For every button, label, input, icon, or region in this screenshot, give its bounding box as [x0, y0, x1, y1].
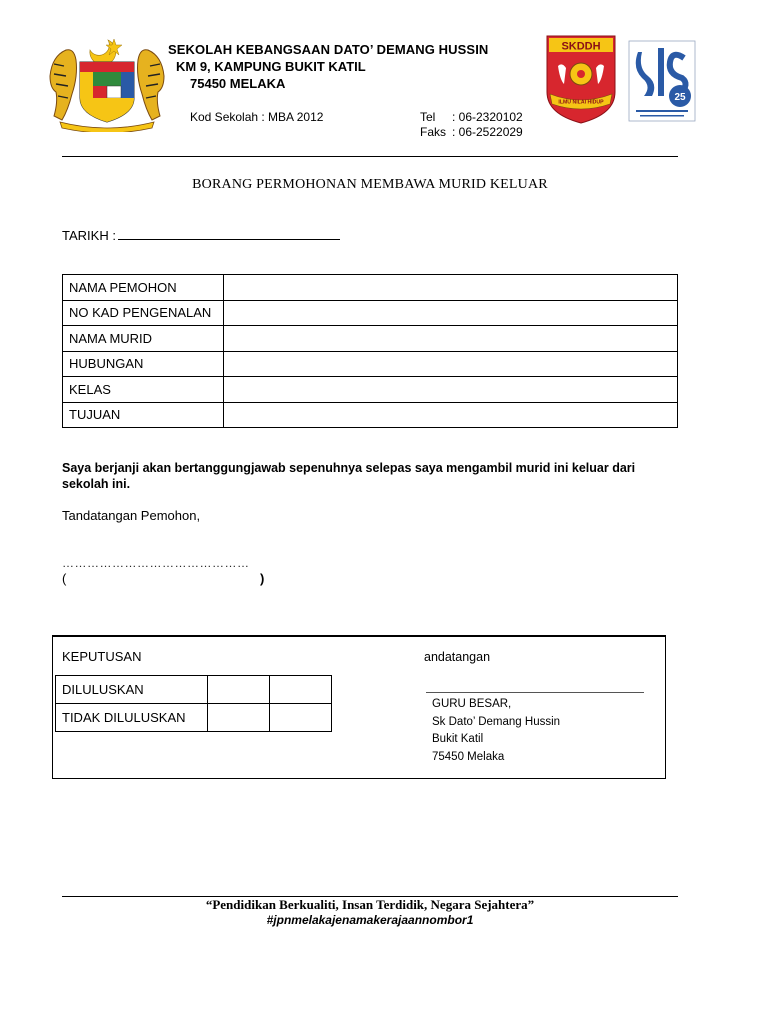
option-approved-label: DILULUSKAN: [56, 676, 208, 704]
headmaster-school: Sk Dato’ Demang Hussin: [432, 715, 561, 728]
applicant-details-table: [62, 274, 678, 428]
applicant-signature-label: Tandatangan Pemohon,: [62, 508, 201, 523]
signature-label: andatangan: [424, 650, 491, 664]
header-divider: [62, 156, 678, 157]
fax-row: [420, 125, 523, 139]
headmaster-signature-line[interactable]: [426, 692, 644, 693]
field-value-applicant-name[interactable]: [224, 275, 678, 301]
option-rejected-box-1[interactable]: [208, 704, 270, 732]
school-name: SEKOLAH KEBANGSAAN DATO’ DEMANG HUSSIN: [168, 42, 489, 57]
option-approved-box-1[interactable]: [208, 676, 270, 704]
decision-table: [55, 675, 332, 732]
skddh-school-logo: [544, 34, 618, 124]
telephone-value: : 06-2320102: [452, 110, 523, 124]
date-label: TARIKH :: [62, 228, 116, 243]
table-row: [63, 326, 678, 352]
field-value-relationship[interactable]: [224, 351, 678, 377]
decision-label: KEPUTUSAN: [62, 649, 142, 664]
signature-dotted-line[interactable]: ………………………………………: [62, 556, 250, 570]
field-label-relationship: HUBUNGAN: [63, 351, 224, 377]
fax-value: : 06-2522029: [452, 125, 523, 139]
field-value-ic-number[interactable]: [224, 300, 678, 326]
date-input-line[interactable]: [118, 228, 340, 240]
school-address-line1: KM 9, KAMPUNG BUKIT KATIL: [176, 59, 366, 74]
table-row: [63, 402, 678, 428]
table-row: [63, 300, 678, 326]
fax-label: Faks: [420, 125, 447, 139]
headmaster-block: [432, 696, 560, 766]
headmaster-title: GURU BESAR,: [432, 698, 512, 710]
field-label-student-name: NAMA MURID: [63, 326, 224, 352]
headmaster-postcode: 75450 Melaka: [432, 750, 505, 763]
telephone-row: [420, 110, 523, 124]
anniversary-25-badge: [628, 40, 696, 122]
form-title: BORANG PERMOHONAN MEMBAWA MURID KELUAR: [192, 177, 548, 192]
field-value-student-name[interactable]: [224, 326, 678, 352]
name-paren-open: (: [62, 571, 67, 586]
telephone-label: Tel: [420, 110, 436, 124]
table-row: [56, 676, 332, 704]
table-row: [63, 377, 678, 403]
table-row: [63, 275, 678, 301]
coat-of-arms-logo: [46, 36, 168, 132]
option-rejected-box-2[interactable]: [270, 704, 332, 732]
school-address-line2: 75450 MELAKA: [190, 76, 286, 91]
pledge-statement: Saya berjanji akan bertanggungjawab sepenuhnya selepas saya mengambil murid ini keluar dari sekolah ini.: [62, 461, 636, 491]
option-rejected-label: TIDAK DILULUSKAN: [56, 704, 208, 732]
date-field[interactable]: [62, 228, 340, 243]
name-paren-close: ): [260, 571, 265, 586]
footer-motto: “Pendidikan Berkualiti, Insan Terdidik, Negara Sejahtera”: [205, 897, 535, 912]
field-label-class: KELAS: [63, 377, 224, 403]
footer-hashtag: #jpnmelakajenamakerajaannombor1: [266, 913, 474, 927]
school-code: Kod Sekolah : MBA 2012: [190, 110, 324, 124]
field-value-class[interactable]: [224, 377, 678, 403]
skddh-logo-motto: ILMU NILAI HIDUP: [558, 99, 604, 106]
field-label-applicant-name: NAMA PEMOHON: [63, 275, 224, 301]
field-value-purpose[interactable]: [224, 402, 678, 428]
table-row: [56, 704, 332, 732]
headmaster-area: Bukit Katil: [432, 733, 484, 745]
badge-number: 25: [674, 92, 686, 103]
table-row: [63, 351, 678, 377]
skddh-logo-text: SKDDH: [561, 40, 601, 53]
option-approved-box-2[interactable]: [270, 676, 332, 704]
field-label-ic-number: NO KAD PENGENALAN: [63, 300, 224, 326]
field-label-purpose: TUJUAN: [63, 402, 224, 428]
